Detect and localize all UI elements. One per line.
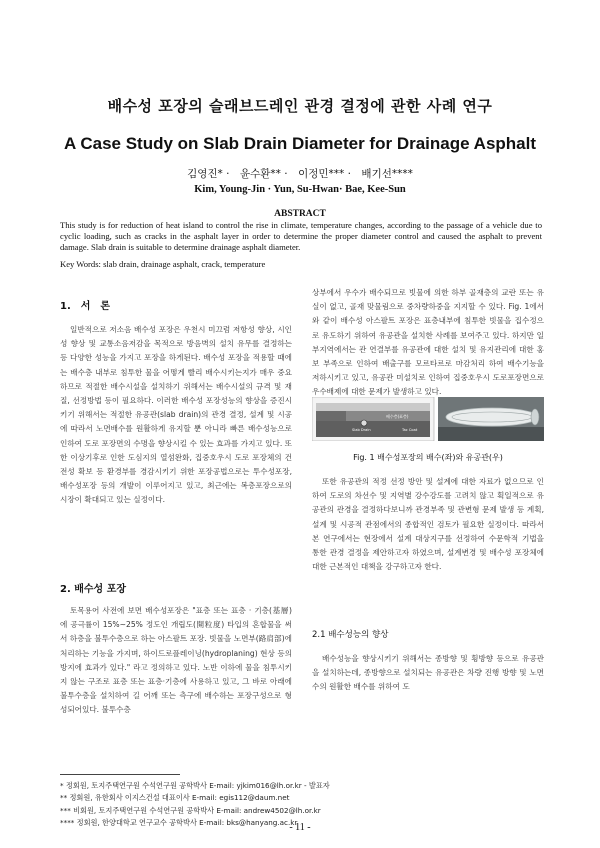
- footnote-3: *** 비회원, 토지주택연구원 수석연구원 공학박사 E-mail: andrew4502@lh.or.kr: [60, 805, 321, 815]
- shoulder-wedge: [316, 411, 346, 421]
- footnote-2: ** 정회원, 유한회사 이지스건설 대표이사 E-mail: egis112@daum.net: [60, 793, 290, 803]
- figure-1-caption: Fig. 1 배수성포장의 배수(좌)와 유공관(우): [353, 453, 503, 462]
- section-heading-introduction: 1. 서 론: [60, 301, 111, 312]
- subsection-heading-drainage-performance: 2.1 배수성능의 향상: [312, 630, 389, 640]
- abstract-text: This study is for reduction of heat island to control the rise in climate, temperature changes, according to the passage of a vehicle due to cyclic loading, such as cracks in the asphalt layer in order to determine the proper diameter control and caused the asphalt to prevent damage. Slab drain is suitable to determine drainage asphalt diameter.: [60, 220, 542, 252]
- footnote-4: **** 정회원, 한양대학교 연구교수 공학박사 E-mail: bks@hanyang.ac.kr: [60, 817, 298, 827]
- paper-title-english: A Case Study on Slab Drain Diameter for Drainage Asphalt: [63, 134, 536, 153]
- slab-drain-pipe: [361, 420, 367, 426]
- footnote-rule: [60, 774, 180, 775]
- paper-title-korean: 배수성 포장의 슬래브드레인 관경 결정에 관한 사례 연구: [107, 97, 493, 115]
- photo-ground: [438, 427, 544, 441]
- surface-layer: [316, 403, 430, 411]
- right-column-text-2: 또한 유공관의 적정 선정 방안 및 설계에 대한 자료가 없으므로 인하여 도로의 차선수 및 지역별 강수강도를 고려치 않고 획일적으로 유공관의 관경을 결정하다보니까 관경부족 및 관변형 문제 발생 등 계획, 설계 및 시공적 관점에서의 종합적인 검토가 필요한 실정이다. 따라서 본 연구에서는 현장에서 설계 대상지구를 선정하여 수문학적 기법을 통한 관경 결정을 제안하고자 하였으며, 설계변경 및 배수성 포장체에 대한 근본적인 대책을 강구하고자 한다.: [312, 477, 544, 572]
- authors-english: Kim, Young-Jin · Yun, Su-Hwan· Bae, Kee-Sun: [194, 184, 406, 195]
- keywords: Key Words: slab drain, drainage asphalt, crack, temperature: [60, 259, 266, 269]
- label-drainage-layer: 배수층(표층): [386, 414, 409, 419]
- introduction-text: 일반적으로 저소음 배수성 포장은 우천시 미끄럼 저항성 향상, 시인성 향상 및 교통소음저감을 목적으로 방음벽의 설치 유무를 결정하는 등 다양한 성능을 가지고 포장을 하게된다. 배수성 포장을 적용할 때에는 배수층 내부로 침투한 물을 어떻게 빨리 배수시키는지가 매우 중요하므로 적절한 배수시설을 설치하기 위해서는 배수시설의 규격 및 재질, 선정방법 등이 필요하다. 이러한 배수성 포장성능의 향상을 증진시키기 위해서는 적절한 유공관(slab drain)의 관경 결정, 설계 및 시공에 따라서 노면배수를 원활하게 유지할 뿐 아니라 빠른 배수성능으로 인하여 도로 포장면의 수명을 향상시킬 수 있는 효과를 가지고 있다. 또한 이상기후로 인한 도심지의 열섬완화, 집중호우시 도로 포장체의 건전성 확보 등 환경부를 경감시키기 위한 포장공법으로는 투수성포장, 배수성포장 등의 개발이 이루어지고 있고, 최근에는 복층포장으로의 시장이 확대되고 있는 실정이다.: [60, 325, 292, 505]
- label-slab-drain: Slab Drain: [352, 428, 371, 432]
- figure-1: [312, 397, 544, 441]
- label-tac-coat: Tac Coat: [402, 428, 418, 432]
- perforated-pipe: [446, 408, 538, 426]
- authors-korean: 김영진* · 윤수환** · 이정민*** · 배기선****: [187, 168, 413, 180]
- section-heading-drainage: 2. 배수성 포장: [60, 584, 127, 595]
- abstract-heading: ABSTRACT: [274, 209, 326, 219]
- figure-1-drawing: [312, 397, 544, 441]
- page-number: - 11 -: [289, 822, 311, 833]
- drainage-text: 토목용어 사전에 보면 배수성포장은 "표층 또는 표층 · 기층(基層)에 공극률이 15%~25% 정도인 개립도(開粒度) 타입의 혼합물을 써서 하층을 불투수층으로 하는 아스팔트 포장. 빗물을 노면부(路肩部)에 처리하는 기능을 가지며, 하이드로플레이닝(hydroplaning) 현상 등의 방지에 효과가 있다." 라고 정의하고 있다. 노반 이하에 물을 침투시키지 않는 구조로 표층 또는 표층·기층에 사용하고 있고, 그 바로 아래에 불투수층을 설치하여 길 어깨 또는 측구에 배수하는 포장구성으로 형성되어있다. 불투수층: [60, 606, 292, 715]
- pipe-end: [531, 409, 539, 425]
- footnote-1: * 정회원, 토지주택연구원 수석연구원 공학박사 E-mail: yjkim016@lh.or.kr - 발표자: [60, 781, 330, 790]
- right-column-text-1: 상부에서 우수가 배수되므로 빗물에 의한 하부 골재층의 교란 또는 유실이 없고, 골재 맞물림으로 중차량하중을 지지할 수 있다. Fig. 1에서와 같이 배수성 아스팔트 포장은 표층내부에 침투한 빗물을 집수정으로 유도하기 위하여 유공관을 설치한 사례를 보여주고 있다. 하지만 일부지역에서는 관 연결부를 유공관에 대한 설치 및 유지관리에 대한 홍보 부족으로 인하여 배출구를 모르타르로 마감처리 하여 배수기능을 저하시키고 있고, 유공관 미설치로 인하여 집중호우시 도로포장면으로 우수배제에 대한 문제가 발생하고 있다.: [312, 288, 544, 397]
- right-column-text-3: 배수성능을 향상시키기 위해서는 종방향 및 횡방향 등으로 유공관을 설치하는데, 종방향으로 설치되는 유공관은 차량 진행 방향 및 노면수의 원활한 배수를 위하여 도: [312, 654, 544, 692]
